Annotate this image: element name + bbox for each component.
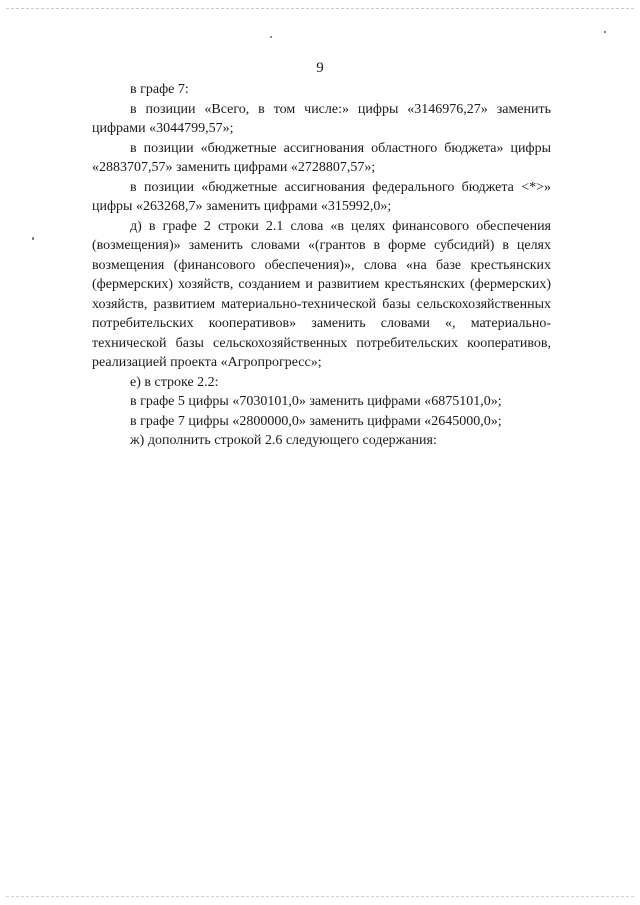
document-body bbox=[92, 80, 551, 451]
scan-speck bbox=[604, 31, 606, 33]
paragraph-total-position: в позиции «Всего, в том числе:» цифры «3146976,27» заменить цифрами «3044799,57»; bbox=[92, 101, 551, 136]
scan-edge-bottom bbox=[6, 896, 634, 897]
paragraph-column-7-row-2-2: в графе 7 цифры «2800000,0» заменить цифрами «2645000,0»; bbox=[130, 413, 502, 429]
paragraph-item-d: д) в графе 2 строки 2.1 слова «в целях финансового обеспечения (возмещения)» заменить словами «(грантов в форме субсидий) в целях возмещения (финансового обеспечения)», слова «на базе крестьянских (фермерских) хозяйств, созданием и развитием крестьянских (фермерских) хозяйств, развитием материально-технической базы сельскохозяйственных потребительских кооперативов» заменить словами «, материально-технической базы сельскохозяйственных потребительских кооперативов, реализацией проекта «Агропрогресс»; bbox=[92, 218, 551, 370]
paragraph-item-zh: ж) дополнить строкой 2.6 следующего содержания: bbox=[130, 433, 437, 448]
scan-edge-top bbox=[6, 8, 634, 9]
scan-speck bbox=[270, 36, 272, 38]
paragraph-item-e: е) в строке 2.2: bbox=[130, 374, 219, 390]
paragraph-column-7: в графе 7: bbox=[130, 82, 189, 97]
paragraph-column-5: в графе 5 цифры «7030101,0» заменить цифрами «6875101,0»; bbox=[130, 394, 502, 409]
paragraph-federal-budget: в позиции «бюджетные ассигнования федерального бюджета <*>» цифры «263268,7» заменить цифрами «315992,0»; bbox=[92, 179, 551, 214]
paragraph-regional-budget: в позиции «бюджетные ассигнования областного бюджета» цифры «2883707,57» заменить цифрами «2728807,57»; bbox=[92, 140, 551, 175]
page-number: 9 bbox=[316, 60, 324, 76]
scan-speck bbox=[32, 237, 34, 240]
